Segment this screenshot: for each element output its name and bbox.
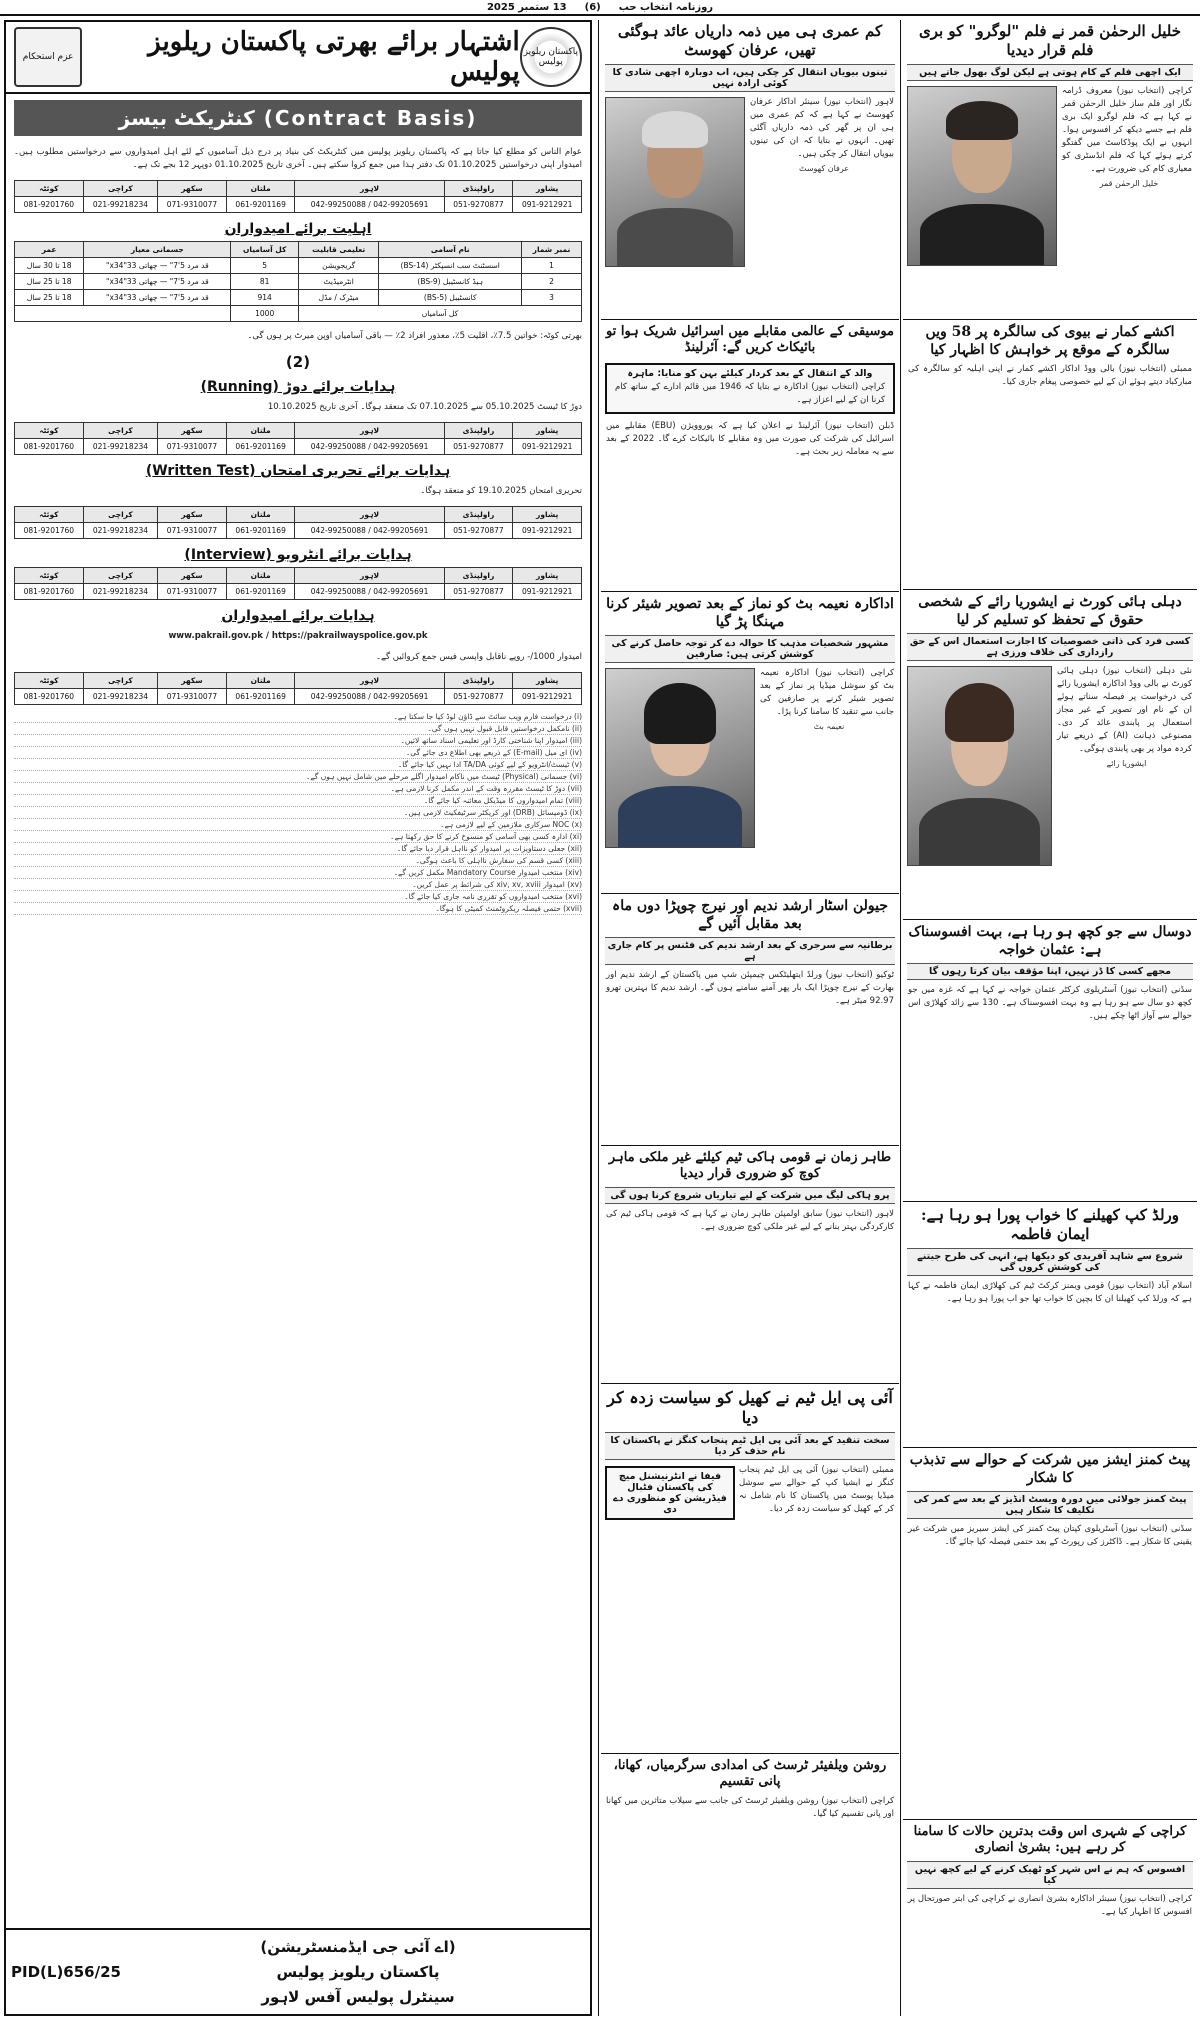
cell-age: 18 تا 30 سال <box>15 258 84 274</box>
photo-khalil <box>907 86 1057 266</box>
instruction-item: (xi) ادارہ کسی بھی آسامی کو منسوخ کرنے کا حق رکھتا ہے۔ <box>14 831 582 843</box>
footer-line: (اے آئی جی ایڈمنسٹریشن) <box>260 1937 456 1956</box>
venue-city: راولپنڈی <box>444 423 513 439</box>
masthead-paper: روزنامہ انتخاب حب <box>618 1 714 13</box>
venue-phone: 051-9270877 <box>444 523 513 539</box>
venue-phone: 042-99205691 / 042-99250088 <box>295 439 444 455</box>
venue-city: کراچی <box>83 507 157 523</box>
pid-number: PID(L)656/25 <box>11 1963 121 1981</box>
cell-no: 3 <box>522 290 582 306</box>
venue-city: پشاور <box>513 673 582 689</box>
interview-title: ہدایات برائے انٹرویو (Interview) <box>184 547 412 563</box>
venue-city: پشاور <box>513 423 582 439</box>
venue-phone: 081-9201760 <box>15 689 84 705</box>
venue-phone: 071-9310077 <box>158 439 227 455</box>
running-dates: دوڑ کا ٹیسٹ 05.10.2025 سے 07.10.2025 تک منعقد ہوگا۔ آخری تاریخ 10.10.2025 <box>267 402 582 412</box>
article-body: سڈنی (انتخاب نیوز) آسٹریلوی کرکٹر عثمان خواجہ نے کہا ہے کہ غزہ میں جو کچھ دو سال سے ہو رہا ہے وہ بہت افسوسناک ہے۔ 130 سے زائد کھلاڑی اس حوالے سے آواز اٹھا چکے ہیں۔ <box>908 985 1192 1021</box>
office-phone: 042-99205691 / 042-99250088 <box>295 197 444 213</box>
cell-no: 1 <box>522 258 582 274</box>
inset-body: کراچی (انتخاب نیوز) اداکارہ نے بتایا کہ 1946 میں قائم ادارے کے ساتھ کام کرنا ان کے لیے اعزاز ہے۔ <box>615 381 885 405</box>
article-eurovision-ireland[interactable] <box>601 322 899 592</box>
article-naimal-butt[interactable] <box>601 594 899 894</box>
cell-edu: میٹرک / مڈل <box>298 290 378 306</box>
venue-phone: 042-99205691 / 042-99250088 <box>295 523 444 539</box>
issuing-authority <box>126 1935 590 2010</box>
photo-irfan-khoosat <box>605 97 745 267</box>
article-body: ممبئی (انتخاب نیوز) آئی پی ایل ٹیم پنجاب کنگز نے ایشیا کپ کے حوالے سے سوشل میڈیا پوسٹ میں پاکستان کا نام شامل نہ کر کے کھیل کو سیاست زدہ کر دیا۔ <box>739 1465 894 1514</box>
article-bushra-ansari[interactable] <box>903 1822 1197 2016</box>
venue-phone: 091-9212921 <box>513 584 582 600</box>
venue-city: ملتان <box>226 507 295 523</box>
instruction-item: (iv) ای میل (E-mail) کے ذریعے بھی اطلاع دی جائے گی۔ <box>14 747 582 759</box>
cell-post: ہیڈ کانسٹیبل (BS-9) <box>379 274 522 290</box>
venue-phone: 061-9201169 <box>226 439 295 455</box>
article-body: ممبئی (انتخاب نیوز) بالی ووڈ اداکار اکشے کمار نے اپنی اہلیہ کو سالگرہ کی مبارکباد دیتے ہوئے ان کے لیے خصوصی پیغام جاری کیا۔ <box>908 364 1192 387</box>
instruction-item: (xvii) حتمی فیصلہ ریکروٹمنٹ کمیٹی کا ہوگا۔ <box>14 903 582 915</box>
venue-city: کوئٹہ <box>15 568 84 584</box>
article-body: لاہور (انتخاب نیوز) سینئر اداکار عرفان کھوسٹ نے کہا ہے کہ کم عمری میں ہی ان پر گھر کی ذمہ داریاں آگئی تھیں۔ انہوں نے بتایا کہ ان کی تینوں بیویاں انتقال کر چکی ہیں۔ <box>750 96 894 159</box>
subheadline: شروع سے شاہد آفریدی کو دیکھا ہے، انہی کی طرح جیتنے کی کوشش کروں گی <box>907 1248 1193 1276</box>
section-number: (2) <box>285 353 311 371</box>
venue-city: ملتان <box>226 673 295 689</box>
instruction-item: (xiii) کسی قسم کی سفارش نااہلی کا باعث ہوگی۔ <box>14 855 582 867</box>
instruction-item: (xv) امیدوار xiv, xv, xviii کی شرائط پر عمل کریں۔ <box>14 879 582 891</box>
written-venues-table <box>14 506 582 539</box>
office-phone: 061-9201169 <box>226 197 295 213</box>
running-title: ہدایات برائے دوڑ (Running) <box>200 379 396 395</box>
venue-city: راولپنڈی <box>444 507 513 523</box>
cell-age: 18 تا 25 سال <box>15 290 84 306</box>
article-aishwarya[interactable] <box>903 592 1197 920</box>
article-eman-fatima[interactable] <box>903 1204 1197 1448</box>
ad-footer <box>6 1928 590 2014</box>
article-body: ٹوکیو (انتخاب نیوز) ورلڈ ایتھلیٹکس چیمپئن شپ میں پاکستان کے ارشد ندیم اور بھارت کے نیرج چوپڑا ایک بار پھر آمنے سامنے ہوں گے۔ ارشد ندیم کا بہترین تھرو 92.97 میٹر ہے۔ <box>606 970 894 1006</box>
photo-caption: نعیمہ بٹ <box>813 722 845 731</box>
venue-phone: 021-99218234 <box>83 689 157 705</box>
instruction-item: (x) NOC سرکاری ملازمین کے لیے لازمی ہے۔ <box>14 819 582 831</box>
venue-city: کراچی <box>83 423 157 439</box>
venue-city: لاہور <box>295 568 444 584</box>
cell-edu: گریجویشن <box>298 258 378 274</box>
subheadline: تینوں بیویاں انتقال کر چکی ہیں، اب دوبارہ اچھی شادی کا کوئی ارادہ نہیں <box>605 64 895 92</box>
figure-shape <box>618 786 742 847</box>
ad-header <box>6 22 590 94</box>
ad-website[interactable]: www.pakrail.gov.pk / https://pakrailwayspolice.gov.pk <box>168 631 428 641</box>
cell-count: 5 <box>231 258 299 274</box>
article-irfan-khoosat[interactable] <box>601 20 899 320</box>
instruction-item: (xiv) منتخب امیدوار Mandatory Course مکمل کریں گے۔ <box>14 867 582 879</box>
venue-city: کوئٹہ <box>15 673 84 689</box>
subheadline: افسوس کہ ہم نے اس شہر کو ٹھیک کرنے کے لیے کچھ نہیں کیا <box>907 1861 1193 1889</box>
venue-city: پشاور <box>513 568 582 584</box>
venue-phone: 081-9201760 <box>15 523 84 539</box>
article-khalil-ur-rehman[interactable] <box>903 20 1197 320</box>
column-divider <box>598 20 599 2016</box>
submission-offices-table <box>14 672 582 705</box>
column-divider <box>900 20 901 2016</box>
venue-city: کوئٹہ <box>15 507 84 523</box>
photo-caption: ایشوریا رائے <box>1106 759 1147 768</box>
headline[interactable]: پیٹ کمنز ایشز میں شرکت کے حوالے سے تذبذب کا شکار <box>909 1452 1191 1486</box>
office-city: کوئٹہ <box>15 181 84 197</box>
subheadline: کسی فرد کی ذاتی خصوصیات کا اجازت استعمال اس کے حق رازداری کی خلاف ورزی ہے <box>907 633 1193 661</box>
figure-shape <box>919 798 1039 865</box>
masthead <box>0 0 1200 16</box>
cell-post: اسسٹنٹ سب انسپکٹر (BS-14) <box>379 258 522 274</box>
venue-city: سکھر <box>158 673 227 689</box>
instruction-item: (xii) جعلی دستاویزات پر امیدوار کو نااہل قرار دیا جائے گا۔ <box>14 843 582 855</box>
venue-city: کوئٹہ <box>15 423 84 439</box>
column-header: جسمانی معیار <box>84 242 231 258</box>
figure-shape <box>642 111 708 148</box>
article-body: سڈنی (انتخاب نیوز) آسٹریلوی کپتان پیٹ کمنز کی ایشز سیریز میں شرکت غیر یقینی کا شکار ہے۔ ڈاکٹرز کی رپورٹ کے بعد حتمی فیصلہ کیا جائے گا۔ <box>908 1524 1192 1547</box>
article-ipl-politics[interactable] <box>601 1386 899 1754</box>
eligibility-table <box>14 241 582 322</box>
article-body: اسلام آباد (انتخاب نیوز) قومی ویمنز کرکٹ ٹیم کی کھلاڑی ایمان فاطمہ نے کہا ہے کہ ورلڈ کپ کھیلنا ان کا بچپن کا خواب تھا جو اب پورا ہو رہا ہے۔ <box>908 1280 1192 1304</box>
table-row <box>15 290 582 306</box>
venue-phone: 051-9270877 <box>444 689 513 705</box>
venue-phone: 081-9201760 <box>15 439 84 455</box>
venue-phone: 042-99205691 / 042-99250088 <box>295 584 444 600</box>
instruction-item: (ii) نامکمل درخواستیں قابل قبول نہیں ہوں گی۔ <box>14 723 582 735</box>
headline[interactable]: دہلی ہائی کورٹ نے ایشوریا رائے کے شخصی حقوق کے تحفظ کو تسلیم کر لیا <box>918 594 1182 628</box>
venue-city: کراچی <box>83 568 157 584</box>
headline[interactable]: کراچی کے شہری اس وقت بدترین حالات کا سامنا کر رہے ہیں: بشریٰ انصاری <box>913 1824 1187 1856</box>
office-city: لاہور <box>295 181 444 197</box>
subheadline: برطانیہ سے سرجری کے بعد ارشد ندیم کی فٹنس پر کام جاری ہے <box>605 937 895 965</box>
article-body: کراچی (انتخاب نیوز) اداکارہ نعیمہ بٹ کو سوشل میڈیا پر نماز کے بعد تصویر شیئر کرنے پر صارفین کی جانب سے تنقید کا سامنا کرنا پڑا۔ <box>760 668 894 717</box>
column-header: نمبر شمار <box>522 242 582 258</box>
cell-count: 914 <box>231 290 299 306</box>
eligibility-title: اہلیت برائے امیدواران <box>224 221 372 237</box>
venue-city: راولپنڈی <box>444 568 513 584</box>
table-row <box>15 258 582 274</box>
figure-shape <box>920 204 1044 265</box>
photo-caption: خلیل الرحمٰن قمر <box>1099 178 1159 188</box>
article-usman-khawaja[interactable] <box>903 922 1197 1202</box>
venue-city: ملتان <box>226 568 295 584</box>
cell-edu: انٹرمیڈیٹ <box>298 274 378 290</box>
photo-caption: عرفان کھوسٹ <box>798 163 850 173</box>
footer-line: پاکستان ریلویز پولیس <box>276 1962 440 1981</box>
figure-shape <box>945 683 1014 742</box>
ad-title: اشتہار برائے بھرتی پاکستان ریلویز پولیس <box>148 27 520 87</box>
venue-phone: 091-9212921 <box>513 439 582 455</box>
article-arshad-nadeem[interactable] <box>601 896 899 1146</box>
headline[interactable]: روشن ویلفیئر ٹرسٹ کی امدادی سرگرمیاں، کھانا، پانی تقسیم <box>613 1758 887 1790</box>
article-akshay-kumar[interactable] <box>903 322 1197 590</box>
article-pat-cummins[interactable] <box>903 1450 1197 1820</box>
article-body: کراچی (انتخاب نیوز) معروف ڈرامہ نگار اور فلم ساز خلیل الرحمٰن قمر نے کہا ہے کہ فلم لوگرو ایک بری فلم ہے جسے دیکھ کر افسوس ہوا۔ انہوں نے ایک پوڈکاسٹ میں گفتگو کرتے ہوئے کہا کہ فلم انڈسٹری کو معیاری کام کی ضرورت ہے۔ <box>1062 85 1192 174</box>
masthead-date: 13 ستمبر 2025 <box>486 1 567 13</box>
venue-city: لاہور <box>295 673 444 689</box>
masthead-page: (6) <box>584 1 601 13</box>
written-test-dates: تحریری امتحان 19.10.2025 کو منعقد ہوگا۔ <box>420 486 582 496</box>
instruction-item: (vi) جسمانی (Physical) ٹیسٹ میں ناکام امیدوار اگلے مرحلے میں شامل نہیں ہوں گے۔ <box>14 771 582 783</box>
venue-phone: 071-9310077 <box>158 523 227 539</box>
cell-phys: قد مرد 5'7" — چھاتی 33"x34" <box>84 258 231 274</box>
recruitment-ad <box>4 20 592 2016</box>
venue-phone: 071-9310077 <box>158 584 227 600</box>
venue-city: سکھر <box>158 507 227 523</box>
article-body: کراچی (انتخاب نیوز) روشن ویلفیئر ٹرسٹ کی جانب سے سیلاب متاثرین میں کھانا اور پانی تقسیم کیا گیا۔ <box>606 1795 894 1819</box>
quota-note: بھرتی کوٹہ: خواتین 7.5٪، اقلیت 5٪، معذور افراد 2٪ — باقی آسامیاں اوپن میرٹ پر ہوں گی۔ <box>247 331 582 341</box>
office-city: پشاور <box>513 181 582 197</box>
table-row <box>15 274 582 290</box>
inset-article[interactable] <box>605 363 895 414</box>
ad-intro: عوام الناس کو مطلع کیا جاتا ہے کہ پاکستان ریلویز پولیس میں کنٹریکٹ کی بنیاد پر درج ذیل آسامیوں کے لئے اہل امیدواروں سے درخواستیں مطلوب ہیں۔ امیدوار اپنی درخواستیں 01.10.2025 تک دفتر ہذا میں جمع کروا سکتے ہیں۔ آخری تاریخ 01.10.2025 دوپہر 12 بجے تک ہے۔ <box>14 147 582 170</box>
article-body: کراچی (انتخاب نیوز) سینئر اداکارہ بشریٰ انصاری نے کراچی کی ابتر صورتحال پر افسوس کا اظہار کیا ہے۔ <box>908 1893 1192 1917</box>
cell-no: 2 <box>522 274 582 290</box>
figure-shape <box>617 208 733 265</box>
venue-city: پشاور <box>513 507 582 523</box>
subheadline: مجھے کسی کا ڈر نہیں، اپنا مؤقف بیان کرتا رہوں گا <box>907 963 1193 980</box>
subheadline: پرو ہاکی لیگ میں شرکت کے لیے تیاریاں شروع کرنا ہوں گی <box>605 1187 895 1204</box>
figure-shape <box>946 101 1017 140</box>
headline[interactable]: خلیل الرحمٰن قمر نے فلم "لوگرو" کو بری فلم قرار دیدیا <box>919 22 1181 59</box>
cell-age: 18 تا 25 سال <box>15 274 84 290</box>
venue-phone: 091-9212921 <box>513 689 582 705</box>
written-test-title: ہدایات برائے تحریری امتحان (Written Test) <box>145 463 451 479</box>
subheadline: پیٹ کمنز جولائی میں دورہ ویسٹ انڈیز کے بعد سے کمر کی تکلیف کا شکار ہیں <box>907 1491 1193 1519</box>
instruction-item: (xvi) منتخب امیدواروں کو تقرری نامہ جاری کیا جائے گا۔ <box>14 891 582 903</box>
office-phone: 071-9310077 <box>158 197 227 213</box>
article-body: لاہور (انتخاب نیوز) سابق اولمپئن طاہر زمان نے کہا ہے کہ قومی ہاکی ٹیم کی کارکردگی بہتر بنانے کے لیے غیر ملکی کوچ ضروری ہے۔ <box>606 1208 894 1232</box>
venue-phone: 051-9270877 <box>444 439 513 455</box>
instruction-item: (v) ٹیسٹ/انٹرویو کے لیے کوئی TA/DA ادا نہیں کیا جائے گا۔ <box>14 759 582 771</box>
figure-shape <box>644 683 715 744</box>
cell-phys: قد مرد 5'7" — چھاتی 33"x34" <box>84 274 231 290</box>
azm-logo-icon: عزم استحکام <box>14 27 82 87</box>
headline[interactable]: آئی پی ایل ٹیم نے کھیل کو سیاست زدہ کر دیا <box>607 1388 893 1427</box>
fifa-inset[interactable]: فیفا نے انٹرنیشنل میچ کی پاکستان فٹبال فیڈریشن کو منظوری دے دی <box>605 1466 735 1520</box>
headline[interactable]: ورلڈ کپ کھیلنے کا خواب پورا ہو رہا ہے: ایمان فاطمہ <box>920 1206 1180 1243</box>
subheadline: مشہور شخصیات مذہب کا حوالہ دے کر توجہ حاصل کرنے کی کوشش کرتی ہیں: صارفین <box>605 635 895 663</box>
venue-city: راولپنڈی <box>444 673 513 689</box>
headline[interactable]: جیولن اسٹار ارشد ندیم اور نیرج چوپڑا دوں ماہ بعد مقابل آئیں گے <box>611 898 889 932</box>
venue-city: کراچی <box>83 673 157 689</box>
headline[interactable]: دوسال سے جو کچھ ہو رہا ہے، بہت افسوسناک ہے: عثمان خواجہ <box>908 924 1192 958</box>
venue-phone: 091-9212921 <box>513 523 582 539</box>
venue-city: لاہور <box>295 423 444 439</box>
venue-phone: 051-9270877 <box>444 584 513 600</box>
venue-phone: 021-99218234 <box>83 523 157 539</box>
candidates-title: ہدایات برائے امیدواران <box>221 608 375 624</box>
office-phone: 021-99218234 <box>83 197 157 213</box>
subheadline: سخت تنقید کے بعد آئی پی ایل ٹیم پنجاب کنگز نے پاکستان کا نام حذف کر دیا <box>605 1432 895 1460</box>
article-body: نئی دہلی (انتخاب نیوز) دہلی ہائی کورٹ نے بالی ووڈ اداکارہ ایشوریا رائے کی درخواست پر فیصلہ سناتے ہوئے ان کے نام اور تصویر کے غیر مجاز استعمال پر پابندی عائد کر دی۔ مصنوعی ذہانت (AI) کے ذریعے تیار کردہ مواد پر بھی پابندی ہوگی۔ <box>1057 666 1192 754</box>
column-header: نام آسامی <box>379 242 522 258</box>
police-emblem-icon: پاکستان ریلویز پولیس <box>520 27 582 87</box>
venue-phone: 042-99205691 / 042-99250088 <box>295 689 444 705</box>
cell-count: 81 <box>231 274 299 290</box>
article-body: ڈبلن (انتخاب نیوز) آئرلینڈ نے اعلان کیا ہے کہ یوروویژن (EBU) مقابلے میں اسرائیل کی شرکت کی صورت میں وہ مقابلے کا بائیکاٹ کرے گا۔ 2022 کے بعد سے یہ معاملہ زیر بحث ہے۔ <box>606 420 894 457</box>
subheadline: ایک اچھی فلم کے کام ہوتی ہے لیکن لوگ بھول جاتے ہیں <box>907 64 1193 81</box>
headline[interactable]: طاہر زمان نے قومی ہاکی ٹیم کیلئے غیر ملکی ماہر کوچ کو ضروری قرار دیدیا <box>608 1150 892 1182</box>
instruction-item: (i) درخواست فارم ویب سائٹ سے ڈاؤن لوڈ کیا جا سکتا ہے۔ <box>14 711 582 723</box>
photo-naimal-butt <box>605 668 755 848</box>
venue-phone: 021-99218234 <box>83 584 157 600</box>
office-city: سکھر <box>158 181 227 197</box>
column-header: عمر <box>15 242 84 258</box>
column-header: کل آسامیاں <box>231 242 299 258</box>
headline[interactable]: اداکارہ نعیمہ بٹ کو نماز کے بعد تصویر شیئر کرنا مہنگا پڑ گیا <box>606 596 894 630</box>
headline[interactable]: موسیقی کے عالمی مقابلے میں اسرائیل شریک ہوا تو بائیکاٹ کریں گے: آئرلینڈ <box>605 324 895 356</box>
venue-city: سکھر <box>158 423 227 439</box>
office-phone: 081-9201760 <box>15 197 84 213</box>
total-label: کل آسامیاں <box>298 306 581 322</box>
total-value: 1000 <box>231 306 299 322</box>
running-venues-table <box>14 422 582 455</box>
venue-city: ملتان <box>226 423 295 439</box>
fee-note: امیدوار 1000/- روپے ناقابل واپسی فیس جمع کروائیں گے۔ <box>376 652 582 662</box>
photo-aishwarya <box>907 666 1052 866</box>
venue-city: لاہور <box>295 507 444 523</box>
venue-phone: 061-9201169 <box>226 689 295 705</box>
article-roshan-welfare[interactable] <box>601 1756 899 2016</box>
instruction-item: (viii) تمام امیدواروں کا میڈیکل معائنہ کیا جائے گا۔ <box>14 795 582 807</box>
office-phone: 051-9270877 <box>444 197 513 213</box>
venue-phone: 021-99218234 <box>83 439 157 455</box>
venue-phone: 071-9310077 <box>158 689 227 705</box>
article-tahir-zaman[interactable] <box>601 1148 899 1384</box>
instruction-item: (iii) امیدوار اپنا شناختی کارڈ اور تعلیمی اسناد ساتھ لائیں۔ <box>14 735 582 747</box>
cell-post: کانسٹیبل (BS-5) <box>379 290 522 306</box>
footer-line: سینٹرل پولیس آفس لاہور <box>261 1987 455 2006</box>
office-city: ملتان <box>226 181 295 197</box>
instructions-list <box>6 709 590 917</box>
venue-phone: 081-9201760 <box>15 584 84 600</box>
venue-phone: 061-9201169 <box>226 584 295 600</box>
interview-venues-table <box>14 567 582 600</box>
offices-table <box>14 180 582 213</box>
column-header: تعلیمی قابلیت <box>298 242 378 258</box>
cell-phys: قد مرد 5'7" — چھاتی 33"x34" <box>84 290 231 306</box>
venue-phone: 061-9201169 <box>226 523 295 539</box>
contract-basis-banner: (Contract Basis) کنٹریکٹ بیسز <box>14 100 582 136</box>
headline[interactable]: اکشے کمار نے بیوی کی سالگرہ پر 58 ویں سالگرہ کے موقع پر خواہش کا اظہار کیا <box>925 324 1175 358</box>
instruction-item: (vii) دوڑ کا ٹیسٹ مقررہ وقت کے اندر مکمل کرنا لازمی ہے۔ <box>14 783 582 795</box>
venue-city: سکھر <box>158 568 227 584</box>
headline[interactable]: کم عمری ہی میں ذمہ داریاں عائد ہوگئی تھیں، عرفان کھوسٹ <box>617 22 883 59</box>
office-city: راولپنڈی <box>444 181 513 197</box>
instruction-item: (ix) ڈومیسائل (DRB) اور کریکٹر سرٹیفکیٹ لازمی ہیں۔ <box>14 807 582 819</box>
inset-headline: والد کے انتقال کے بعد کردار کیلئے بہن کو منایا: ماہرہ <box>627 367 873 379</box>
office-city: کراچی <box>83 181 157 197</box>
office-phone: 091-9212921 <box>513 197 582 213</box>
